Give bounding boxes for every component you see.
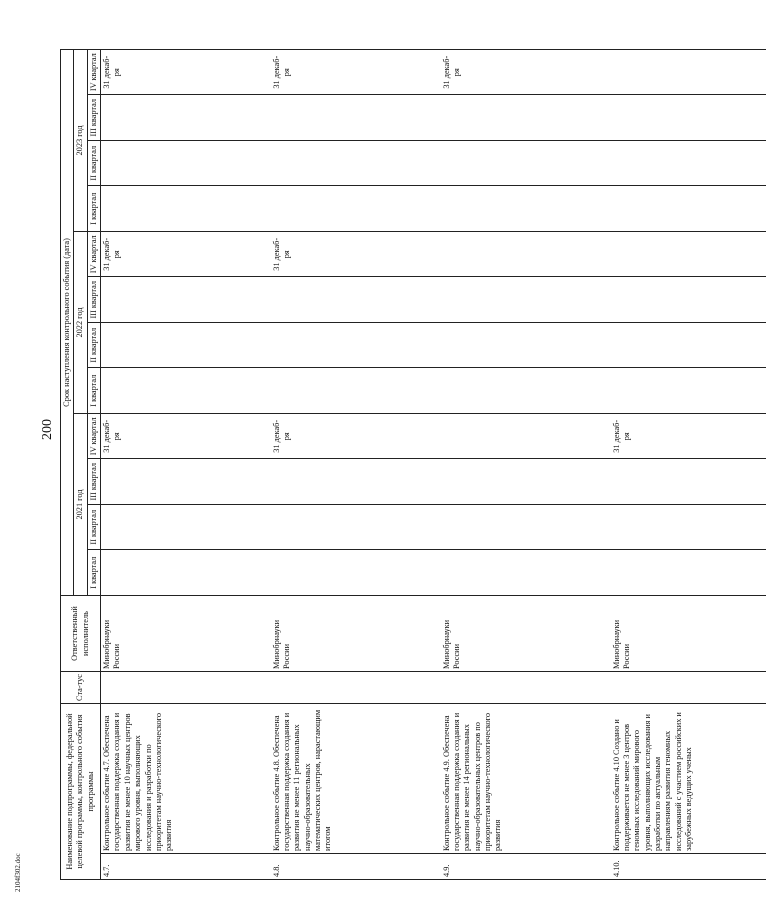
quarter-date-cell	[441, 459, 611, 505]
quarter-date-cell	[271, 186, 441, 232]
header-quarter: I квартал	[87, 550, 100, 596]
header-quarter: II квартал	[87, 505, 100, 551]
table-row	[611, 49, 766, 879]
quarter-date-cell: 31 декаб-ря	[101, 232, 271, 278]
quarter-date-cell: 31 декаб-ря	[441, 49, 611, 95]
header-name: Наименование подпрограммы, федеральной целевой программы, контрольного события программы	[61, 704, 101, 880]
quarter-date-cell	[441, 95, 611, 141]
header-quarter: III квартал	[87, 277, 100, 323]
header-quarter: I квартал	[87, 368, 100, 414]
row-number: 4.8.	[271, 854, 441, 880]
quarter-date-cell: 31 декаб-ря	[101, 49, 271, 95]
header-quarter: IV квартал	[87, 414, 100, 460]
header-deadline: Срок наступления контрольного события (дата)	[61, 49, 74, 595]
quarter-date-cell	[101, 323, 271, 369]
quarter-date-cell: 31 декаб-ря	[101, 414, 271, 460]
quarter-date-cell: 31 декаб-ря	[271, 232, 441, 278]
page-number: 200	[40, 419, 55, 440]
responsible-executor: Минобрнауки России	[271, 596, 441, 672]
quarter-date-cell	[271, 95, 441, 141]
status-cell	[611, 672, 766, 704]
quarter-date-cell	[101, 368, 271, 414]
header-year-2022: 2022 год	[74, 232, 87, 414]
rotated-table-container	[60, 10, 694, 880]
quarter-date-cell	[101, 459, 271, 505]
row-number: 4.10.	[611, 854, 766, 880]
quarter-date-cell	[101, 95, 271, 141]
row-number: 4.9.	[441, 854, 611, 880]
quarter-date-cell	[441, 277, 611, 323]
quarter-date-cell	[611, 49, 766, 95]
event-description: Контрольное событие 4.9. Обеспечена государственная поддержка создания и развития не менее 14 региональных научно-образовательных центров по приоритетам научно-технологического развития	[441, 704, 611, 854]
quarter-date-cell	[441, 141, 611, 187]
row-number: 4.7.	[101, 854, 271, 880]
quarter-date-cell: 31 декаб-ря	[611, 414, 766, 460]
quarter-date-cell	[611, 186, 766, 232]
header-status: Ста-тус	[61, 672, 101, 704]
quarter-date-cell	[611, 323, 766, 369]
status-cell	[441, 672, 611, 704]
quarter-date-cell	[441, 232, 611, 278]
quarter-date-cell	[611, 95, 766, 141]
table-row	[101, 49, 271, 879]
responsible-executor: Минобрнауки России	[101, 596, 271, 672]
header-year-2023: 2023 год	[74, 49, 87, 231]
quarter-date-cell	[611, 277, 766, 323]
control-events-table	[60, 49, 766, 880]
header-quarter: III квартал	[87, 459, 100, 505]
header-quarter: IV квартал	[87, 232, 100, 278]
quarter-date-cell	[611, 550, 766, 596]
quarter-date-cell	[271, 505, 441, 551]
quarter-date-cell	[611, 505, 766, 551]
quarter-date-cell	[441, 186, 611, 232]
quarter-date-cell	[271, 277, 441, 323]
table-row	[441, 49, 611, 879]
header-quarter: III квартал	[87, 95, 100, 141]
quarter-date-cell	[101, 505, 271, 551]
quarter-date-cell	[611, 459, 766, 505]
responsible-executor: Минобрнауки России	[441, 596, 611, 672]
quarter-date-cell	[101, 550, 271, 596]
quarter-date-cell	[101, 277, 271, 323]
header-quarter: I квартал	[87, 186, 100, 232]
document-code: 2104f302.doc	[14, 853, 22, 892]
quarter-date-cell	[271, 141, 441, 187]
table-row	[271, 49, 441, 879]
quarter-date-cell	[441, 505, 611, 551]
quarter-date-cell	[441, 368, 611, 414]
quarter-date-cell: 31 декаб-ря	[271, 414, 441, 460]
quarter-date-cell	[611, 141, 766, 187]
quarter-date-cell	[441, 414, 611, 460]
status-cell	[101, 672, 271, 704]
quarter-date-cell	[611, 368, 766, 414]
responsible-executor: Минобрнауки России	[611, 596, 766, 672]
header-year-2021: 2021 год	[74, 414, 87, 596]
quarter-date-cell: 31 декаб-ря	[271, 49, 441, 95]
header-responsible: Ответственный исполнитель	[61, 596, 101, 672]
quarter-date-cell	[271, 459, 441, 505]
quarter-date-cell	[441, 323, 611, 369]
quarter-date-cell	[271, 323, 441, 369]
header-quarter: II квартал	[87, 323, 100, 369]
quarter-date-cell	[441, 550, 611, 596]
header-quarter: IV квартал	[87, 49, 100, 95]
event-description: Контрольное событие 4.8. Обеспечена государственная поддержка создания и развития не менее 11 региональных научно-образовательных математических центров, нарастающим итогом	[271, 704, 441, 854]
quarter-date-cell	[101, 186, 271, 232]
quarter-date-cell	[271, 550, 441, 596]
quarter-date-cell	[271, 368, 441, 414]
status-cell	[271, 672, 441, 704]
event-description: Контрольное событие 4.10 Создано и поддерживается не менее 3 центров геномных исследований мирового уровня, выполняющих исследования и разработки по актуальным направлениям развития геномных исследований с участием российских и зарубежных ведущих ученых	[611, 704, 766, 854]
quarter-date-cell	[611, 232, 766, 278]
header-quarter: II квартал	[87, 141, 100, 187]
event-description: Контрольное событие 4.7. Обеспечена государственная поддержка создания и развития не менее 10 научных центров мирового уровня, выполняющих исследования и разработки по приоритетам научно-технологического развития	[101, 704, 271, 854]
quarter-date-cell	[101, 141, 271, 187]
